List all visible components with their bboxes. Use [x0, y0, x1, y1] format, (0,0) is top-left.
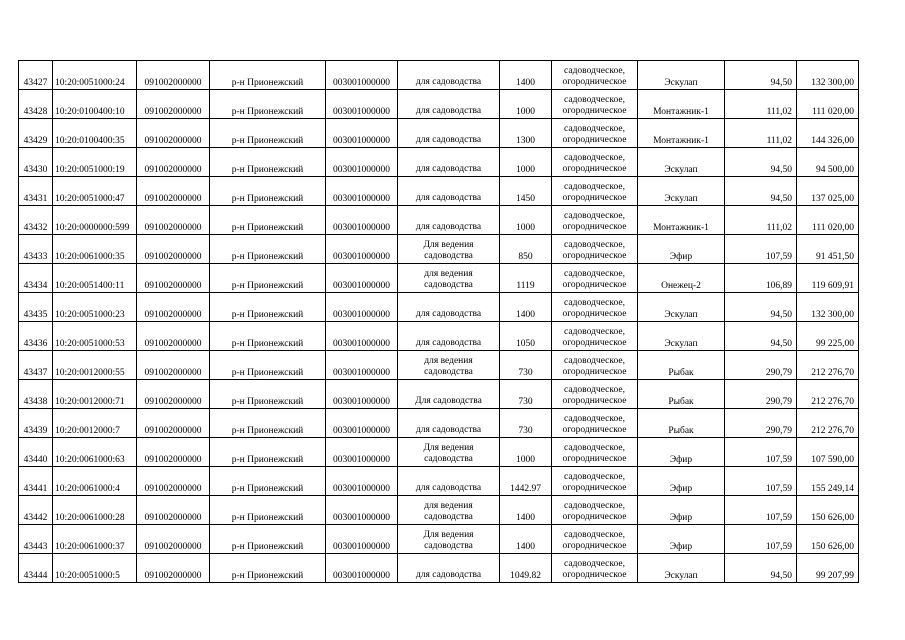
unit-price-cell: 107,59 — [725, 467, 797, 496]
cadastral-value-cell: 137 025,00 — [797, 177, 859, 206]
table-row — [19, 525, 859, 554]
oktmo-code-cell: 003001000000 — [326, 351, 398, 380]
district-cell: р-н Прионежский — [210, 467, 326, 496]
cadastral-value-cell: 132 300,00 — [797, 293, 859, 322]
cadastral-number-cell: 10:20:0051000:53 — [53, 322, 137, 351]
cadastral-value-cell: 212 276,70 — [797, 409, 859, 438]
oktmo-code-cell: 003001000000 — [326, 525, 398, 554]
district-cell: р-н Прионежский — [210, 409, 326, 438]
table-row — [19, 61, 859, 90]
cadastral-value-cell: 91 451,50 — [797, 235, 859, 264]
land-use-category-cell: садоводческое, огородническое — [552, 322, 638, 351]
table-row — [19, 235, 859, 264]
oktmo-code-cell: 003001000000 — [326, 496, 398, 525]
cadastral-value-cell: 144 326,00 — [797, 119, 859, 148]
partnership-cell: Эскулап — [638, 322, 725, 351]
okato-code-cell: 091002000000 — [137, 409, 210, 438]
cadastral-number-cell: 10:20:0061000:37 — [53, 525, 137, 554]
land-use-category-cell: садоводческое, огородническое — [552, 351, 638, 380]
area-cell: 1442.97 — [500, 467, 552, 496]
oktmo-code-cell: 003001000000 — [326, 409, 398, 438]
oktmo-code-cell: 003001000000 — [326, 61, 398, 90]
cadastral-value-cell: 212 276,70 — [797, 351, 859, 380]
land-use-purpose-cell: для садоводства — [398, 119, 500, 148]
okato-code-cell: 091002000000 — [137, 351, 210, 380]
table-row — [19, 119, 859, 148]
land-use-purpose-cell: для ведения садоводства — [398, 496, 500, 525]
partnership-cell: Рыбак — [638, 351, 725, 380]
area-cell: 1300 — [500, 119, 552, 148]
unit-price-cell: 290,79 — [725, 351, 797, 380]
land-use-category-cell: садоводческое, огородническое — [552, 496, 638, 525]
okato-code-cell: 091002000000 — [137, 235, 210, 264]
district-cell: р-н Прионежский — [210, 438, 326, 467]
unit-price-cell: 290,79 — [725, 409, 797, 438]
land-registry-table — [18, 60, 859, 583]
okato-code-cell: 091002000000 — [137, 119, 210, 148]
okato-code-cell: 091002000000 — [137, 61, 210, 90]
land-use-category-cell: садоводческое, огородническое — [552, 467, 638, 496]
unit-price-cell: 94,50 — [725, 322, 797, 351]
cadastral-number-cell: 10:20:0000000:599 — [53, 206, 137, 235]
cadastral-number-cell: 10:20:0061000:35 — [53, 235, 137, 264]
row-number-cell: 43438 — [19, 380, 53, 409]
land-use-category-cell: садоводческое, огородническое — [552, 264, 638, 293]
oktmo-code-cell: 003001000000 — [326, 90, 398, 119]
oktmo-code-cell: 003001000000 — [326, 177, 398, 206]
row-number-cell: 43433 — [19, 235, 53, 264]
land-use-category-cell: садоводческое, огородническое — [552, 409, 638, 438]
table-body — [19, 61, 859, 583]
okato-code-cell: 091002000000 — [137, 496, 210, 525]
table-row — [19, 409, 859, 438]
district-cell: р-н Прионежский — [210, 177, 326, 206]
area-cell: 1000 — [500, 206, 552, 235]
district-cell: р-н Прионежский — [210, 264, 326, 293]
land-use-category-cell: садоводческое, огородническое — [552, 293, 638, 322]
cadastral-value-cell: 107 590,00 — [797, 438, 859, 467]
land-use-purpose-cell: для садоводства — [398, 206, 500, 235]
okato-code-cell: 091002000000 — [137, 380, 210, 409]
land-use-purpose-cell: Для садоводства — [398, 380, 500, 409]
cadastral-value-cell: 212 276,70 — [797, 380, 859, 409]
area-cell: 1000 — [500, 148, 552, 177]
land-use-category-cell: садоводческое, огородническое — [552, 119, 638, 148]
okato-code-cell: 091002000000 — [137, 177, 210, 206]
unit-price-cell: 290,79 — [725, 380, 797, 409]
oktmo-code-cell: 003001000000 — [326, 206, 398, 235]
cadastral-number-cell: 10:20:0051000:47 — [53, 177, 137, 206]
land-use-category-cell: садоводческое, огородническое — [552, 235, 638, 264]
district-cell: р-н Прионежский — [210, 119, 326, 148]
unit-price-cell: 94,50 — [725, 293, 797, 322]
unit-price-cell: 107,59 — [725, 496, 797, 525]
row-number-cell: 43441 — [19, 467, 53, 496]
table-row — [19, 496, 859, 525]
land-use-purpose-cell: для садоводства — [398, 409, 500, 438]
partnership-cell: Монтажник-1 — [638, 206, 725, 235]
cadastral-number-cell: 10:20:0051000:24 — [53, 61, 137, 90]
land-use-category-cell: садоводческое, огородническое — [552, 148, 638, 177]
table-row — [19, 438, 859, 467]
area-cell: 1000 — [500, 90, 552, 119]
partnership-cell: Эфир — [638, 525, 725, 554]
partnership-cell: Эскулап — [638, 61, 725, 90]
partnership-cell: Эфир — [638, 496, 725, 525]
land-use-category-cell: садоводческое, огородническое — [552, 206, 638, 235]
land-use-category-cell: садоводческое, огородническое — [552, 525, 638, 554]
cadastral-number-cell: 10:20:0051400:11 — [53, 264, 137, 293]
row-number-cell: 43435 — [19, 293, 53, 322]
unit-price-cell: 94,50 — [725, 177, 797, 206]
land-use-purpose-cell: Для ведения садоводства — [398, 525, 500, 554]
cadastral-number-cell: 10:20:0051000:23 — [53, 293, 137, 322]
land-use-category-cell: садоводческое, огородническое — [552, 177, 638, 206]
cadastral-number-cell: 10:20:0061000:4 — [53, 467, 137, 496]
unit-price-cell: 94,50 — [725, 554, 797, 583]
okato-code-cell: 091002000000 — [137, 148, 210, 177]
cadastral-number-cell: 10:20:0100400:35 — [53, 119, 137, 148]
area-cell: 730 — [500, 351, 552, 380]
oktmo-code-cell: 003001000000 — [326, 293, 398, 322]
unit-price-cell: 107,59 — [725, 438, 797, 467]
row-number-cell: 43440 — [19, 438, 53, 467]
cadastral-number-cell: 10:20:0051000:19 — [53, 148, 137, 177]
land-use-purpose-cell: для садоводства — [398, 467, 500, 496]
cadastral-value-cell: 132 300,00 — [797, 61, 859, 90]
cadastral-value-cell: 99 207,99 — [797, 554, 859, 583]
row-number-cell: 43427 — [19, 61, 53, 90]
table-row — [19, 322, 859, 351]
okato-code-cell: 091002000000 — [137, 293, 210, 322]
row-number-cell: 43437 — [19, 351, 53, 380]
land-use-purpose-cell: Для ведения садоводства — [398, 438, 500, 467]
row-number-cell: 43434 — [19, 264, 53, 293]
unit-price-cell: 111,02 — [725, 206, 797, 235]
unit-price-cell: 107,59 — [725, 235, 797, 264]
table-row — [19, 177, 859, 206]
row-number-cell: 43428 — [19, 90, 53, 119]
area-cell: 1400 — [500, 293, 552, 322]
partnership-cell: Эфир — [638, 467, 725, 496]
okato-code-cell: 091002000000 — [137, 438, 210, 467]
table-row — [19, 206, 859, 235]
district-cell: р-н Прионежский — [210, 293, 326, 322]
okato-code-cell: 091002000000 — [137, 525, 210, 554]
partnership-cell: Монтажник-1 — [638, 119, 725, 148]
table-row — [19, 351, 859, 380]
partnership-cell: Эскулап — [638, 293, 725, 322]
district-cell: р-н Прионежский — [210, 496, 326, 525]
district-cell: р-н Прионежский — [210, 90, 326, 119]
row-number-cell: 43442 — [19, 496, 53, 525]
district-cell: р-н Прионежский — [210, 148, 326, 177]
cadastral-value-cell: 94 500,00 — [797, 148, 859, 177]
land-use-category-cell: садоводческое, огородническое — [552, 380, 638, 409]
oktmo-code-cell: 003001000000 — [326, 554, 398, 583]
land-use-purpose-cell: для садоводства — [398, 148, 500, 177]
land-use-category-cell: садоводческое, огородническое — [552, 61, 638, 90]
land-use-purpose-cell: для садоводства — [398, 293, 500, 322]
land-use-category-cell: садоводческое, огородническое — [552, 554, 638, 583]
area-cell: 1450 — [500, 177, 552, 206]
district-cell: р-н Прионежский — [210, 351, 326, 380]
okato-code-cell: 091002000000 — [137, 322, 210, 351]
land-use-purpose-cell: для ведения садоводства — [398, 351, 500, 380]
land-use-category-cell: садоводческое, огородническое — [552, 438, 638, 467]
table-row — [19, 380, 859, 409]
cadastral-number-cell: 10:20:0012000:7 — [53, 409, 137, 438]
oktmo-code-cell: 003001000000 — [326, 322, 398, 351]
land-use-purpose-cell: для садоводства — [398, 554, 500, 583]
cadastral-number-cell: 10:20:0012000:71 — [53, 380, 137, 409]
oktmo-code-cell: 003001000000 — [326, 264, 398, 293]
partnership-cell: Рыбак — [638, 409, 725, 438]
partnership-cell: Эскулап — [638, 177, 725, 206]
okato-code-cell: 091002000000 — [137, 467, 210, 496]
land-use-purpose-cell: для садоводства — [398, 90, 500, 119]
partnership-cell: Эфир — [638, 235, 725, 264]
oktmo-code-cell: 003001000000 — [326, 148, 398, 177]
cadastral-value-cell: 150 626,00 — [797, 525, 859, 554]
partnership-cell: Рыбак — [638, 380, 725, 409]
area-cell: 850 — [500, 235, 552, 264]
cadastral-value-cell: 99 225,00 — [797, 322, 859, 351]
table-row — [19, 264, 859, 293]
area-cell: 1050 — [500, 322, 552, 351]
okato-code-cell: 091002000000 — [137, 264, 210, 293]
unit-price-cell: 107,59 — [725, 525, 797, 554]
land-use-category-cell: садоводческое, огородническое — [552, 90, 638, 119]
table-row — [19, 554, 859, 583]
partnership-cell: Эфир — [638, 438, 725, 467]
cadastral-number-cell: 10:20:0100400:10 — [53, 90, 137, 119]
row-number-cell: 43430 — [19, 148, 53, 177]
area-cell: 1000 — [500, 438, 552, 467]
table-row — [19, 90, 859, 119]
land-use-purpose-cell: Для ведения садоводства — [398, 235, 500, 264]
district-cell: р-н Прионежский — [210, 554, 326, 583]
row-number-cell: 43429 — [19, 119, 53, 148]
district-cell: р-н Прионежский — [210, 206, 326, 235]
land-use-purpose-cell: для ведения садоводства — [398, 264, 500, 293]
district-cell: р-н Прионежский — [210, 61, 326, 90]
cadastral-value-cell: 150 626,00 — [797, 496, 859, 525]
district-cell: р-н Прионежский — [210, 235, 326, 264]
district-cell: р-н Прионежский — [210, 322, 326, 351]
okato-code-cell: 091002000000 — [137, 554, 210, 583]
partnership-cell: Монтажник-1 — [638, 90, 725, 119]
area-cell: 1400 — [500, 525, 552, 554]
row-number-cell: 43432 — [19, 206, 53, 235]
area-cell: 730 — [500, 409, 552, 438]
row-number-cell: 43436 — [19, 322, 53, 351]
cadastral-value-cell: 111 020,00 — [797, 90, 859, 119]
district-cell: р-н Прионежский — [210, 525, 326, 554]
unit-price-cell: 111,02 — [725, 119, 797, 148]
unit-price-cell: 94,50 — [725, 148, 797, 177]
cadastral-value-cell: 155 249,14 — [797, 467, 859, 496]
row-number-cell: 43443 — [19, 525, 53, 554]
partnership-cell: Эскулап — [638, 148, 725, 177]
oktmo-code-cell: 003001000000 — [326, 380, 398, 409]
cadastral-number-cell: 10:20:0012000:55 — [53, 351, 137, 380]
oktmo-code-cell: 003001000000 — [326, 438, 398, 467]
okato-code-cell: 091002000000 — [137, 90, 210, 119]
area-cell: 1400 — [500, 61, 552, 90]
okato-code-cell: 091002000000 — [137, 206, 210, 235]
row-number-cell: 43439 — [19, 409, 53, 438]
unit-price-cell: 106,89 — [725, 264, 797, 293]
land-use-purpose-cell: для садоводства — [398, 322, 500, 351]
area-cell: 730 — [500, 380, 552, 409]
cadastral-number-cell: 10:20:0051000:5 — [53, 554, 137, 583]
table-row — [19, 148, 859, 177]
land-use-purpose-cell: для садоводства — [398, 61, 500, 90]
area-cell: 1119 — [500, 264, 552, 293]
cadastral-number-cell: 10:20:0061000:28 — [53, 496, 137, 525]
partnership-cell: Эскулап — [638, 554, 725, 583]
oktmo-code-cell: 003001000000 — [326, 235, 398, 264]
cadastral-value-cell: 119 609,91 — [797, 264, 859, 293]
area-cell: 1049.82 — [500, 554, 552, 583]
unit-price-cell: 111,02 — [725, 90, 797, 119]
unit-price-cell: 94,50 — [725, 61, 797, 90]
land-use-purpose-cell: для садоводства — [398, 177, 500, 206]
table-row — [19, 467, 859, 496]
row-number-cell: 43444 — [19, 554, 53, 583]
district-cell: р-н Прионежский — [210, 380, 326, 409]
row-number-cell: 43431 — [19, 177, 53, 206]
oktmo-code-cell: 003001000000 — [326, 467, 398, 496]
cadastral-number-cell: 10:20:0061000:63 — [53, 438, 137, 467]
area-cell: 1400 — [500, 496, 552, 525]
table-row — [19, 293, 859, 322]
partnership-cell: Онежец-2 — [638, 264, 725, 293]
oktmo-code-cell: 003001000000 — [326, 119, 398, 148]
cadastral-value-cell: 111 020,00 — [797, 206, 859, 235]
